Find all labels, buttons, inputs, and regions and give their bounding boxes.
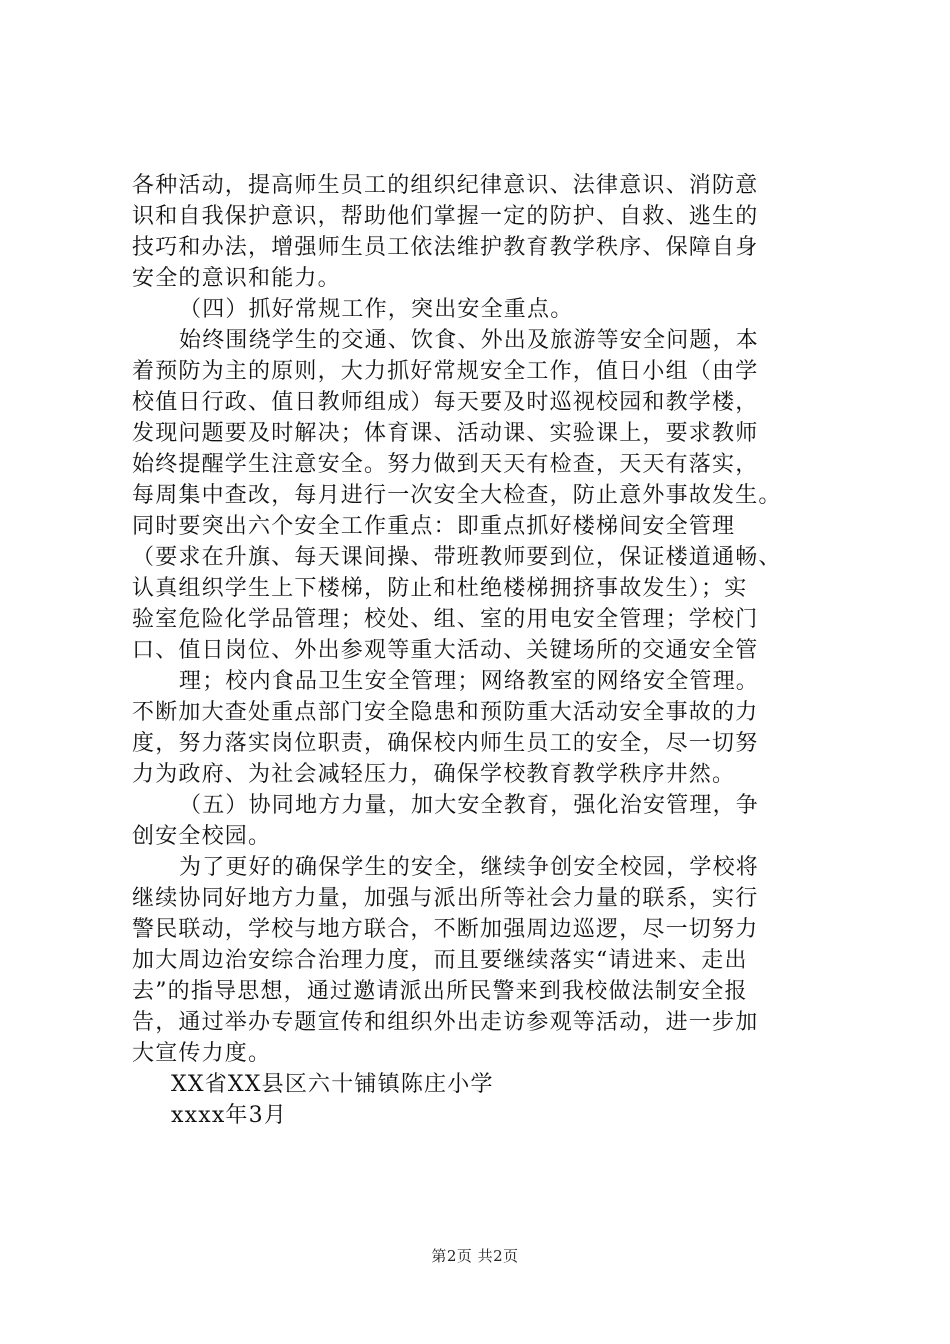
signature-organization: XX省XX县区六十铺镇陈庄小学 bbox=[171, 1072, 494, 1097]
text-line: 发现问题要及时解决；体育课、活动课、实验课上，要求教师 bbox=[132, 421, 759, 446]
text-line: 各种活动，提高师生员工的组织纪律意识、法律意识、消防意 bbox=[132, 173, 759, 198]
text-line: 识和自我保护意识，帮助他们掌握一定的防护、自救、逃生的 bbox=[132, 204, 759, 229]
text-line: 大宣传力度。 bbox=[132, 1041, 272, 1066]
text-line: 安全的意识和能力。 bbox=[132, 266, 341, 291]
text-line: 警民联动，学校与地方联合，不断加强周边巡逻，尽一切努力 bbox=[132, 917, 759, 942]
text-line: 校值日行政、值日教师组成）每天要及时巡视校园和教学楼， bbox=[132, 390, 759, 415]
text-line: （要求在升旗、每天课间操、带班教师要到位，保证楼道通畅、 bbox=[132, 545, 782, 570]
text-line: 为了更好的确保学生的安全，继续争创安全校园，学校将 bbox=[179, 855, 760, 880]
section-heading-5: （五）协同地方力量，加大安全教育，强化治安管理，争 bbox=[179, 793, 760, 818]
text-line: 始终围绕学生的交通、饮食、外出及旅游等安全问题，本 bbox=[179, 328, 760, 353]
text-line: 去”的指导思想，通过邀请派出所民警来到我校做法制安全报 bbox=[132, 979, 748, 1004]
document-body bbox=[132, 170, 832, 1131]
text-line: 认真组织学生上下楼梯，防止和杜绝楼梯拥挤事故发生）；实 bbox=[132, 576, 748, 601]
text-line: 力为政府、为社会减轻压力，确保学校教育教学秩序井然。 bbox=[132, 762, 736, 787]
text-line: 始终提醒学生注意安全。努力做到天天有检查，天天有落实， bbox=[132, 452, 759, 477]
page-number: 第2页 共2页 bbox=[431, 1247, 519, 1265]
text-line: 告，通过举办专题宣传和组织外出走访参观等活动，进一步加 bbox=[132, 1010, 759, 1035]
text-line: 验室危险化学品管理；校处、组、室的用电安全管理；学校门 bbox=[132, 607, 759, 632]
section-heading-4: （四）抓好常规工作，突出安全重点。 bbox=[179, 297, 574, 322]
signature-date: xxxx年3月 bbox=[171, 1103, 288, 1128]
text-line: 每周集中查改，每月进行一次安全大检查，防止意外事故发生。 bbox=[132, 483, 782, 508]
page-footer bbox=[0, 1245, 950, 1266]
text-line: 继续协同好地方力量，加强与派出所等社会力量的联系，实行 bbox=[132, 886, 759, 911]
text-line: 创安全校园。 bbox=[132, 824, 272, 849]
text-line: 度，努力落实岗位职责，确保校内师生员工的安全，尽一切努 bbox=[132, 731, 759, 756]
text-line: 口、值日岗位、外出参观等重大活动、关键场所的交通安全管 bbox=[132, 638, 759, 663]
text-line: 技巧和办法，增强师生员工依法维护教育教学秩序、保障自身 bbox=[132, 235, 759, 260]
text-line: 着预防为主的原则，大力抓好常规安全工作，值日小组（由学 bbox=[132, 359, 759, 384]
text-line: 同时要突出六个安全工作重点：即重点抓好楼梯间安全管理 bbox=[132, 514, 736, 539]
text-line: 加大周边治安综合治理力度，而且要继续落实“请进来、走出 bbox=[132, 948, 748, 973]
text-line: 不断加大查处重点部门安全隐患和预防重大活动安全事故的力 bbox=[132, 700, 759, 725]
text-line: 理；校内食品卫生安全管理；网络教室的网络安全管理。 bbox=[179, 669, 760, 694]
